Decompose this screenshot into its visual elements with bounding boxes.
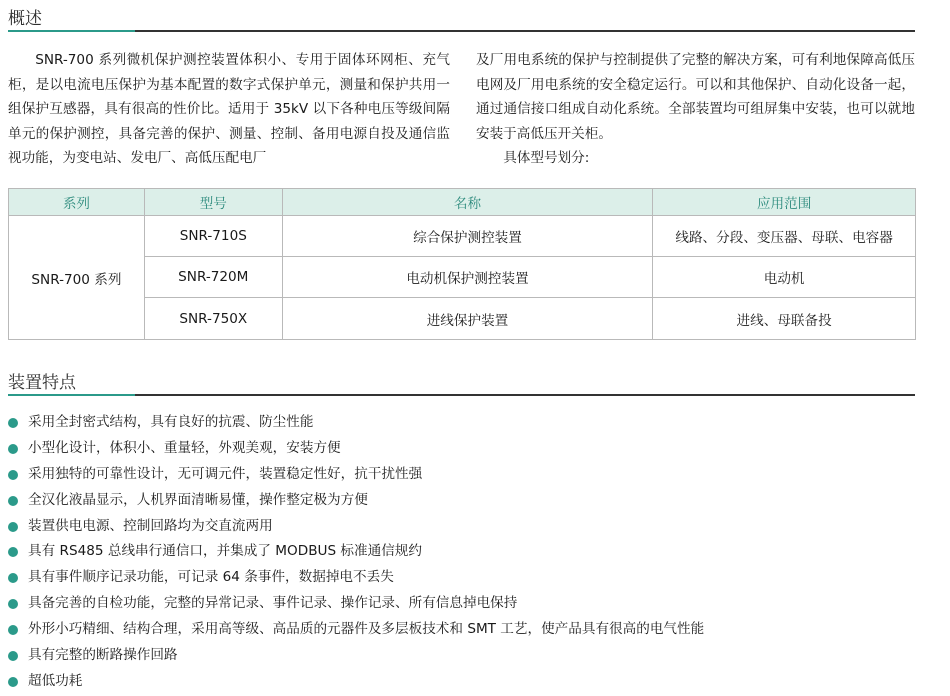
bullet-dot-icon [8, 651, 18, 661]
model-table [8, 188, 916, 340]
model-cell: SNR-720M [144, 257, 282, 298]
header-name: 名称 [282, 189, 653, 216]
overview-paragraph-right-text: 及厂用电系统的保护与控制提供了完整的解决方案，可有利地保障高低压电网及厂用电系统的安全稳定运行。可以和其他保护、自动化设备一起，通过通信接口组成自动化系统。全部装置均可组屏集中安装，也可以就地安装于高低压开关柜。 [476, 52, 915, 142]
list-item [8, 565, 704, 591]
list-item [8, 436, 704, 462]
feature-text: 全汉化液晶显示，人机界面清晰易懂，操作整定极为方便 [28, 491, 368, 508]
list-item [8, 514, 704, 540]
features-section-header [8, 368, 915, 396]
list-item [8, 462, 704, 488]
features-title: 装置特点 [8, 373, 76, 393]
feature-text: 采用全封密式结构，具有良好的抗震、防尘性能 [28, 414, 314, 430]
table-row [9, 298, 916, 340]
feature-text: 采用独特的可靠性设计，无可调元件，装置稳定性好，抗干扰性强 [28, 465, 423, 482]
list-item [8, 488, 704, 514]
bullet-dot-icon [8, 444, 18, 454]
table-row [9, 216, 916, 257]
list-item [8, 643, 704, 669]
scope-cell: 电动机 [653, 257, 916, 298]
feature-text: 具备完善的自检功能，完整的异常记录、事件记录、操作记录、所有信息掉电保持 [28, 595, 518, 612]
feature-list [8, 410, 704, 695]
header-model: 型号 [144, 189, 282, 216]
header-scope: 应用范围 [653, 189, 916, 216]
bullet-dot-icon [8, 677, 18, 687]
overview-title-accent-line [8, 30, 135, 32]
feature-text: 超低功耗 [28, 672, 83, 689]
features-title-divider [135, 394, 915, 396]
list-item [8, 617, 704, 643]
overview-paragraph-left: SNR-700 系列微机保护测控装置体积小、专用于固体环网柜、充气柜，是以电流电压保护为基本配置的数字式保护单元，测量和保护共用一组保护互感器，具有很高的性价比。适用于 35kV 以下各种电压等级间隔单元的保护测控，具备完善的保护、测量、控制、备用电源自投及通信监视功能，为变电站、发电厂、高低压配电厂 [8, 52, 450, 166]
feature-text: 具有完整的断路操作回路 [28, 647, 178, 664]
list-item [8, 591, 704, 617]
name-cell: 进线保护装置 [282, 298, 653, 340]
feature-text: 小型化设计，体积小、重量轻，外观美观，安装方便 [28, 439, 341, 456]
features-title-accent-line [8, 394, 135, 396]
list-item [8, 669, 704, 695]
bullet-dot-icon [8, 522, 18, 532]
feature-text: 装置供电电源、控制回路均为交直流两用 [28, 517, 273, 534]
feature-text: 具有事件顺序记录功能，可记录 64 条事件，数据掉电不丢失 [28, 569, 394, 586]
list-item [8, 410, 704, 436]
scope-cell: 进线、母联备投 [653, 298, 916, 340]
table-row [9, 257, 916, 298]
bullet-dot-icon [8, 547, 18, 557]
table-header-row [9, 189, 916, 216]
name-cell: 综合保护测控装置 [282, 216, 653, 257]
feature-text: 外形小巧精细、结构合理，采用高等级、高品质的元器件及多层板技术和 SMT 工艺，使产品具有很高的电气性能 [28, 621, 705, 638]
model-cell: SNR-750X [144, 298, 282, 340]
name-cell: 电动机保护测控装置 [282, 257, 653, 298]
bullet-dot-icon [8, 573, 18, 583]
overview-title-divider [135, 30, 915, 32]
series-cell: SNR-700 系列 [9, 216, 145, 340]
overview-paragraph-right [476, 48, 915, 171]
feature-text: 具有 RS485 总线串行通信口，并集成了 MODBUS 标准通信规约 [28, 543, 422, 560]
model-cell: SNR-710S [144, 216, 282, 257]
bullet-dot-icon [8, 470, 18, 480]
bullet-dot-icon [8, 625, 18, 635]
scope-cell: 线路、分段、变压器、母联、电容器 [653, 216, 916, 257]
overview-section-header [8, 4, 915, 32]
header-series: 系列 [9, 189, 145, 216]
bullet-dot-icon [8, 418, 18, 428]
model-intro-text: 具体型号划分: [503, 150, 590, 166]
list-item [8, 539, 704, 565]
bullet-dot-icon [8, 496, 18, 506]
overview-title: 概述 [8, 9, 42, 29]
bullet-dot-icon [8, 599, 18, 609]
